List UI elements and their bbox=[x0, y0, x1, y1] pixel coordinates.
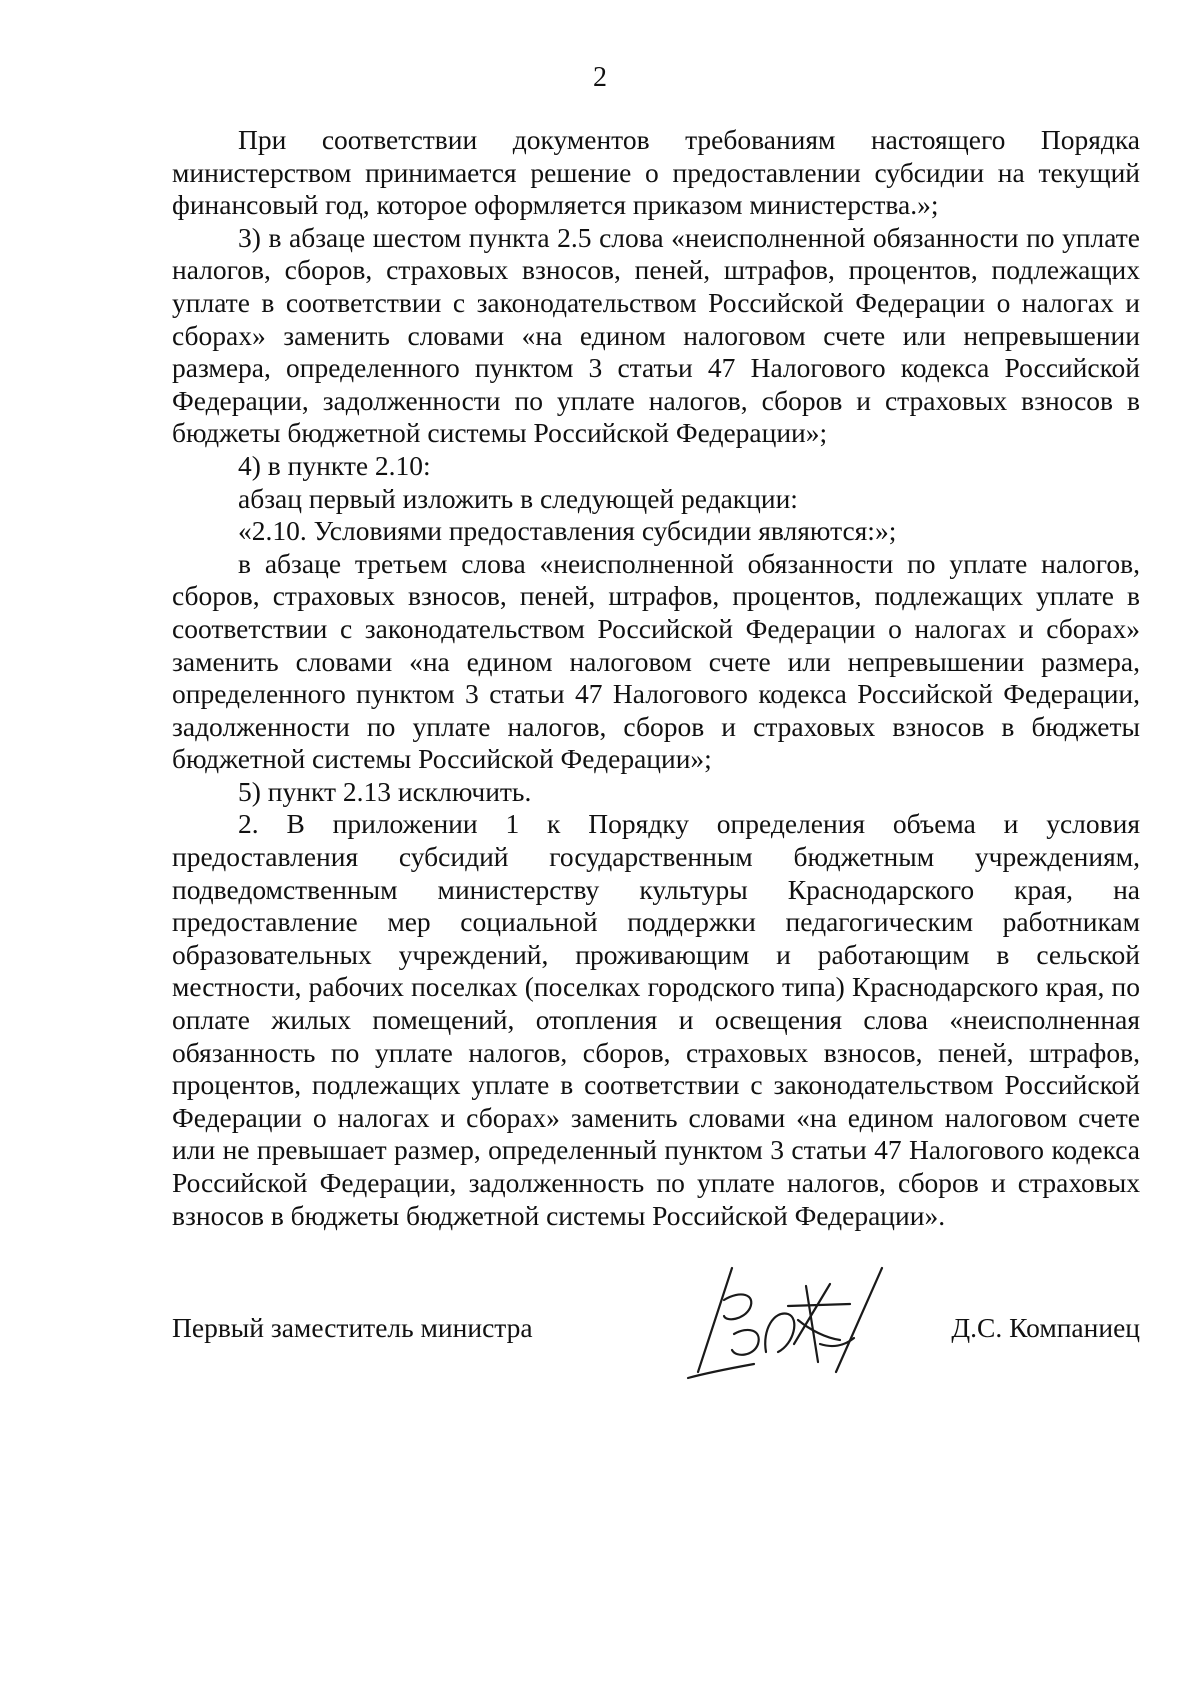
paragraph-third-abzac: в абзаце третьем слова «неисполненной обязанности по уплате налогов, сборов, страховых взносов, пеней, штрафов, процентов, подлежащих уплате в соответствии с законодательством Российской Федерации о налогах и сборах» заменить словами «на едином налоговом счете или непревышении размера, определенного пунктом 3 статьи 47 Налогового кодекса Российской Федерации, задолженности по уплате налогов, сборов и страховых взносов в бюджеты бюджетной системы Российской Федерации»; bbox=[172, 547, 1140, 775]
signatory-title: Первый заместитель министра bbox=[172, 1312, 533, 1343]
paragraph-first-abzac: абзац первый изложить в следующей редакции: bbox=[238, 482, 798, 514]
paragraph-item-5: 5) пункт 2.13 исключить. bbox=[238, 775, 532, 807]
signatory-name: Д.С. Компаниец bbox=[951, 1312, 1140, 1343]
signature-block bbox=[172, 1288, 1140, 1428]
paragraph-item-3: 3) в абзаце шестом пункта 2.5 слова «неисполненной обязанности по уплате налогов, сборов, страховых взносов, пеней, штрафов, процентов, подлежащих уплате в соответствии с законодательством Российской Федерации о налогах и сборах» заменить словами «на едином налоговом счете или непревышении размера, определенного пунктом 3 статьи 47 Налогового кодекса Российской Федерации, задолженности по уплате налогов, сборов и страховых взносов в бюджеты бюджетной системы Российской Федерации»; bbox=[172, 221, 1140, 449]
page-number: 2 bbox=[593, 62, 607, 93]
paragraph-2-10: «2.10. Условиями предоставления субсидии являются:»; bbox=[238, 515, 897, 547]
document-body bbox=[172, 124, 1140, 1232]
paragraph-decision: При соответствии документов требованиям настоящего Порядка министерством принимается решение о предоставлении субсидии на текущий финансовый год, которое оформляется приказом министерства.»; bbox=[172, 124, 1140, 221]
handwritten-signature bbox=[670, 1260, 910, 1390]
paragraph-item-4: 4) в пункте 2.10: bbox=[238, 449, 431, 481]
paragraph-section-2: 2. В приложении 1 к Порядку определения объема и условия предоставления субсидий государственным бюджетным учреждениям, подведомственным министерству культуры Краснодарского края, на предоставление мер социальной поддержки педагогическим работникам образовательных учреждений, проживающим и работающим в сельской местности, рабочих поселках (поселках городского типа) Краснодарского края, по оплате жилых помещений, отопления и освещения слова «неисполненная обязанность по уплате налогов, сборов, страховых взносов, пеней, штрафов, процентов, подлежащих уплате в соответствии с законодательством Российской Федерации о налогах и сборах» заменить словами «на едином налоговом счете или не превышает размер, определенный пунктом 3 статьи 47 Налогового кодекса Российской Федерации, задолженность по уплате налогов, сборов и страховых взносов в бюджеты бюджетной системы Российской Федерации». bbox=[172, 808, 1140, 1231]
